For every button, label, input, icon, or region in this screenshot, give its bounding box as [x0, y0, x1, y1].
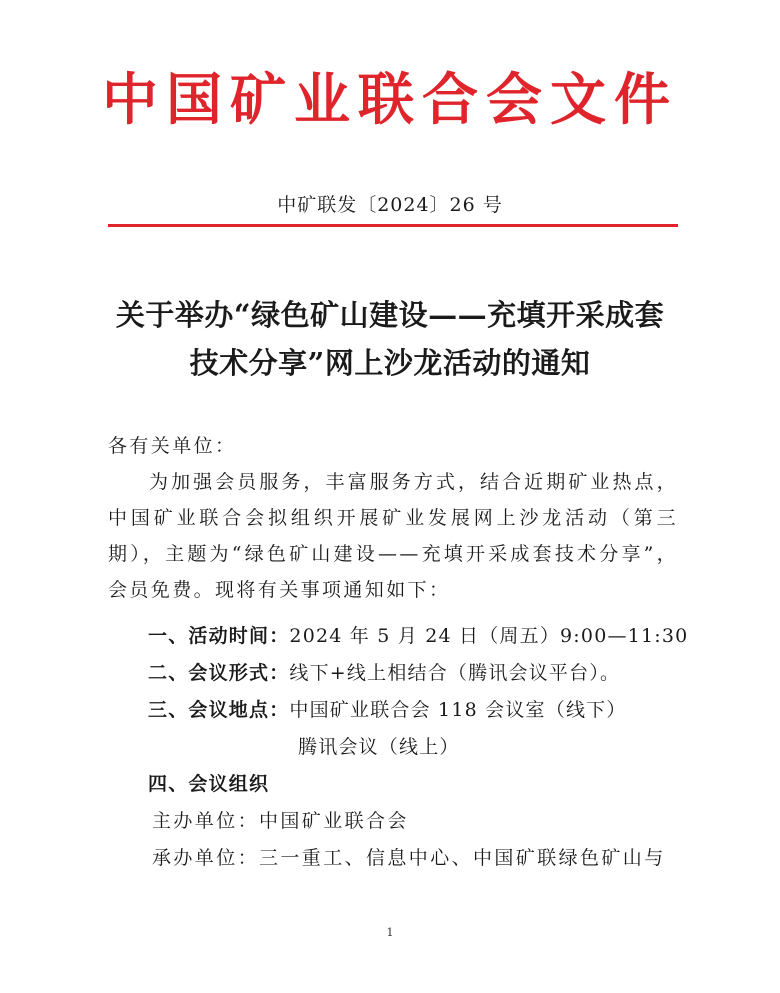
item-meeting-location	[148, 692, 627, 728]
document-header-title: 中国矿业联合会文件	[102, 68, 678, 133]
item-value: 线下+线上相结合（腾讯会议平台）。	[289, 662, 621, 684]
notice-title	[0, 291, 780, 387]
notice-title-line-2: 技术分享”网上沙龙活动的通知	[189, 346, 591, 380]
red-divider-line	[108, 224, 678, 227]
item-activity-time	[148, 618, 688, 654]
co-organizer-line: 承办单位：三一重工、信息中心、中国矿联绿色矿山与	[152, 847, 666, 869]
document-number: 中矿联发〔2024〕26 号	[277, 194, 503, 216]
item-value: 2024 年 5 月 24 日（周五）9:00—11:30	[289, 625, 689, 647]
page-number: 1	[386, 926, 394, 939]
item-label: 四、会议组织	[148, 773, 270, 795]
salutation: 各有关单位：	[108, 435, 237, 457]
item-label: 二、会议形式：	[148, 662, 290, 684]
item-meeting-location-online: 腾讯会议（线上）	[298, 736, 460, 758]
organizer-line: 主办单位：中国矿业联合会	[152, 810, 409, 832]
item-meeting-format	[148, 655, 620, 691]
item-meeting-organization	[148, 766, 269, 802]
notice-title-line-1: 关于举办“绿色矿山建设——充填开采成套	[115, 298, 665, 332]
intro-paragraph: 为加强会员服务，丰富服务方式，结合近期矿业热点，中国矿业联合会拟组织开展矿业发展网上沙龙活动（第三期），主题为“绿色矿山建设——充填开采成套技术分享”，会员免费。现将有关事项通知如下：	[108, 471, 678, 601]
item-value: 中国矿业联合会 118 会议室（线下）	[289, 699, 627, 721]
item-label: 一、活动时间：	[148, 625, 290, 647]
item-label: 三、会议地点：	[148, 699, 290, 721]
